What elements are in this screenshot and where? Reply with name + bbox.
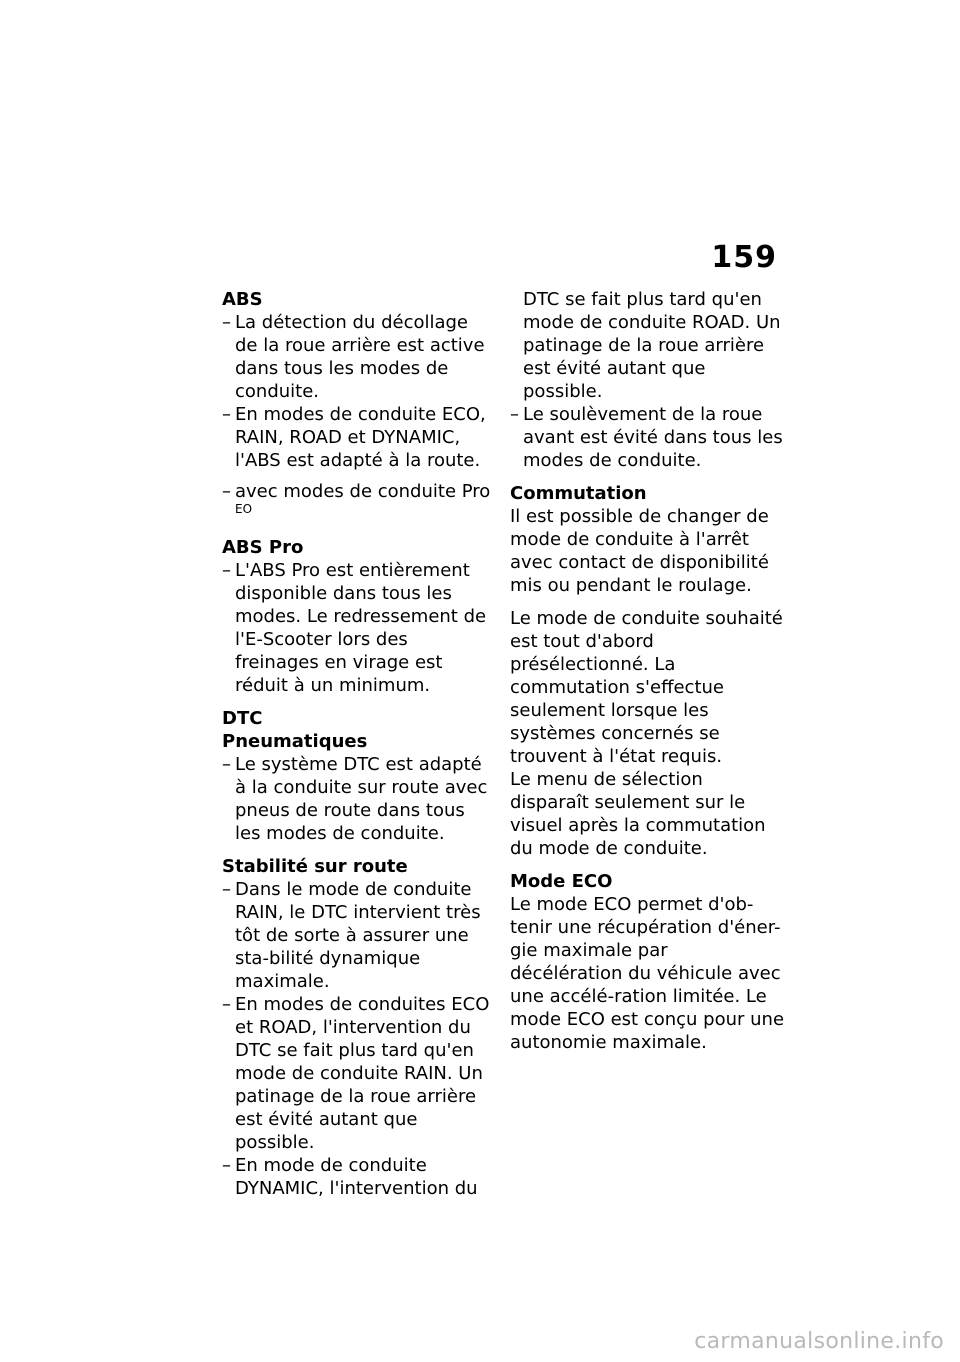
list-item: – Le système DTC est adapté à la conduite sur route avec pneus de route dans tous les modes de conduite. — [222, 754, 488, 844]
commutation-heading: Commutation — [510, 483, 647, 504]
page-number: 159 — [711, 240, 777, 275]
pro-mode-list — [222, 480, 492, 526]
stabilite-heading: Stabilité sur route — [222, 856, 408, 877]
eco-paragraph: Le mode ECO permet d'ob-tenir une récupération d'éner-gie maximale par décélération du véhicule avec une accélé-ration limitée. Le mode ECO est conçu pour une autonomie maximale. — [510, 894, 785, 1053]
list-item: – L'ABS Pro est entièrement disponible dans tous les modes. Le redressement de l'E-Scooter lors des freinages en virage est réduit à un minimum. — [222, 560, 487, 696]
abs-list — [222, 311, 492, 472]
commutation-paragraph-3: Le menu de sélection disparaît seulement sur le visuel après la commutation du mode de conduite. — [510, 769, 766, 859]
eco-heading: Mode ECO — [510, 871, 613, 892]
list-continuation: DTC se fait plus tard qu'en mode de conduite ROAD. Un patinage de la roue arrière est évité autant que possible. — [523, 289, 781, 402]
dtc-heading: DTC — [222, 708, 263, 729]
list-item: – En modes de conduites ECO et ROAD, l'intervention du DTC se fait plus tard qu'en mode de conduite RAIN. Un patinage de la roue arrière est évité autant que possible. — [222, 994, 490, 1153]
abs-pro-list — [222, 559, 492, 697]
left-column — [222, 288, 492, 1200]
option-superscript: EO — [235, 502, 253, 516]
list-item: – En mode de conduite DYNAMIC, l'intervention du — [222, 1155, 478, 1199]
pneumatiques-heading: Pneumatiques — [222, 731, 368, 752]
abs-heading: ABS — [222, 289, 263, 310]
list-item: – En modes de conduite ECO, RAIN, ROAD et DYNAMIC, l'ABS est adapté à la route. — [222, 404, 486, 471]
abs-pro-heading: ABS Pro — [222, 537, 304, 558]
right-column — [510, 288, 785, 1054]
pneumatiques-list — [222, 753, 492, 845]
watermark: carmanualsonline.info — [694, 1329, 944, 1354]
list-item: – Le soulèvement de la roue avant est évité dans tous les modes de conduite. — [510, 404, 783, 471]
list-item: – avec modes de conduite Pro $^{EO}$ — [222, 481, 491, 516]
stabilite-list — [222, 878, 492, 1200]
list-item: – Dans le mode de conduite RAIN, le DTC intervient très tôt de sorte à assurer une sta-bilité dynamique maximale. — [222, 879, 481, 992]
right-list — [510, 403, 785, 472]
commutation-paragraph-2: Le mode de conduite souhaité est tout d'abord présélectionné. La commutation s'effectue seulement lorsque les systèmes concernés se trouvent à l'état requis. — [510, 608, 783, 767]
commutation-paragraph-1: Il est possible de changer de mode de conduite à l'arrêt avec contact de disponibilité mis ou pendant le roulage. — [510, 506, 769, 596]
list-item: – La détection du décollage de la roue arrière est active dans tous les modes de conduite. — [222, 312, 485, 402]
